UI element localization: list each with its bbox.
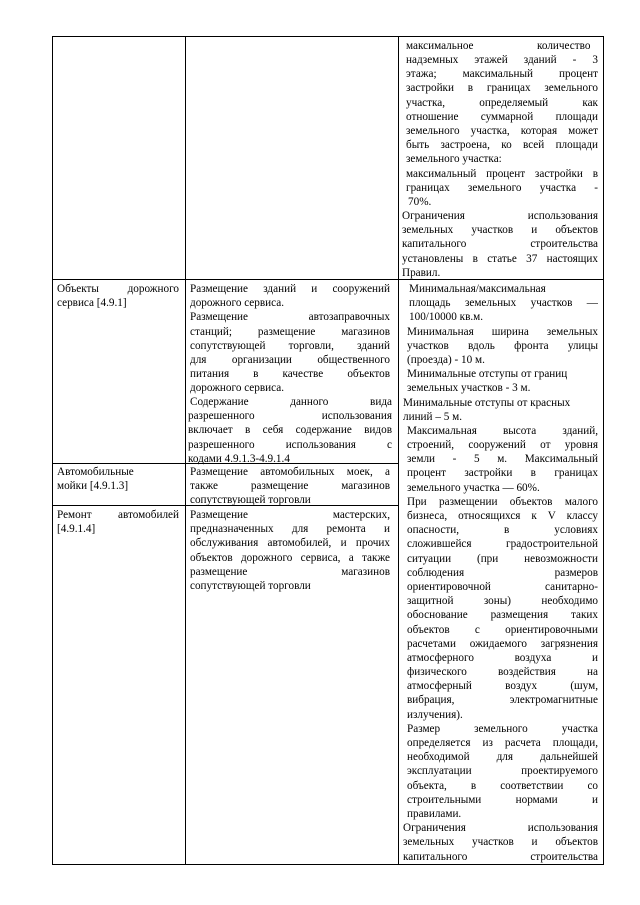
- param-line: объектов с ориентировочными: [407, 623, 598, 636]
- row-3-name-cell: [57, 508, 179, 536]
- param-line: максимальный процент застройки в: [406, 167, 598, 180]
- param-line: физического воздействия на: [407, 666, 598, 679]
- param-line: (проезда) - 10 м.: [407, 353, 485, 366]
- param-line: расчетами ожидаемого загрязнения: [407, 637, 598, 650]
- param-line: капитального строительства: [402, 238, 598, 251]
- desc-line: также размещение магазинов: [190, 480, 390, 493]
- param-line: надземных этажей зданий - 3: [406, 54, 598, 66]
- row-2-name-cell: [57, 465, 179, 493]
- param-line: объекта, в соответствии со: [407, 779, 598, 792]
- param-line: отношение суммарной площади: [406, 110, 598, 123]
- use-name-line: Ремонт автомобилей: [57, 509, 179, 521]
- param-line: установлены в статье 37 настоящих: [402, 252, 598, 265]
- top-row-params-lines: [406, 53, 598, 209]
- param-line: Ограничения использования: [403, 822, 598, 835]
- param-line: атмосферный воздух (шум,: [407, 680, 598, 693]
- param-line: земли - 5 м. Максимальный: [407, 453, 598, 466]
- param-line: излучения).: [407, 708, 463, 721]
- param-line: процент застройки в границах: [407, 467, 598, 480]
- row-1-desc-cell: [190, 282, 390, 396]
- param-line: защитной зоны) необходимо: [407, 595, 598, 608]
- desc-line: Размещение автозаправочных: [190, 311, 390, 324]
- param-line: земельного участка, которая может: [406, 124, 598, 137]
- desc-line: сопутствующей торговли, зданий: [190, 339, 390, 352]
- desc-line: Размещение зданий и сооружений: [190, 283, 390, 295]
- desc-line: сопутствующей торговли: [190, 494, 311, 507]
- param-line: Размер земельного участка: [407, 722, 598, 735]
- desc-line: дорожного сервиса.: [190, 297, 285, 310]
- desc-line: разрешенного использования с: [188, 438, 392, 451]
- param-line: участка, определяемый как: [406, 96, 598, 109]
- param-line: Минимальные отступы от границ: [407, 368, 568, 381]
- table-border-right: [603, 36, 604, 865]
- desc-line: питания в качестве объектов: [190, 368, 390, 381]
- param-line: Минимальные отступы от красных: [403, 396, 571, 409]
- param-line: земельного участка — 60%.: [407, 481, 540, 494]
- row-3-desc-cell: [190, 508, 390, 593]
- param-line: При размещении объектов малого: [407, 495, 598, 508]
- use-name-line: Автомобильные: [57, 466, 134, 478]
- table-border-bottom: [52, 864, 604, 865]
- param-line: границах земельного участка -: [406, 181, 598, 194]
- param-line: вибрация, электромагнитные: [407, 694, 598, 707]
- param-line: ситуации (при невозможности: [407, 552, 598, 565]
- desc-line: объектов дорожного сервиса, а также: [190, 551, 390, 564]
- table-border-col2: [185, 36, 186, 865]
- use-name-line: сервиса [4.9.1]: [57, 297, 127, 310]
- param-line: соблюдения размеров: [407, 566, 598, 579]
- table-border-top: [52, 36, 604, 37]
- desc-line: размещение магазинов: [190, 565, 390, 578]
- param-line-tail: количество: [537, 40, 591, 52]
- table-border-left: [52, 36, 53, 865]
- param-line: земельного участка:: [406, 153, 502, 166]
- desc-line: станций; размещение магазинов: [190, 325, 390, 338]
- desc-line: Размещение автомобильных моек, а: [190, 466, 390, 478]
- param-line: сложившейся градостроительной: [407, 538, 598, 551]
- param-line: Максимальная высота зданий,: [407, 424, 598, 437]
- param-line: земельных участков - 3 м.: [407, 382, 531, 395]
- param-line: обоснование размещения таких: [407, 609, 598, 622]
- param-line: Правил.: [402, 266, 441, 279]
- row-1-desc-cell-2: [188, 395, 392, 466]
- row-2-desc-cell: [190, 465, 390, 508]
- table-border-col3: [398, 36, 399, 865]
- param-line: линий – 5 м.: [403, 410, 462, 423]
- param-line: 100/10000 кв.м.: [409, 311, 484, 324]
- top-row-restrictions: [402, 209, 598, 280]
- param-line: площадь земельных участков —: [409, 297, 598, 310]
- param-line: строений, сооружений от уровня: [407, 439, 598, 452]
- use-name-line: Объекты дорожного: [57, 283, 179, 295]
- desc-line: Содержание данного вида: [190, 396, 392, 408]
- desc-line: обслуживания автомобилей, и прочих: [190, 537, 390, 550]
- desc-line: Размещение мастерских,: [190, 509, 390, 521]
- desc-line: разрешенного использования: [188, 410, 392, 423]
- desc-line: предназначенных для ремонта и: [190, 523, 390, 536]
- param-line: правилами.: [407, 807, 462, 820]
- param-line: земельных участков и объектов: [402, 224, 598, 237]
- param-line: быть застроена, ко всей площади: [406, 139, 598, 152]
- param-line: эксплуатации проектируемого: [407, 765, 598, 778]
- param-line: Минимальная ширина земельных: [407, 325, 598, 338]
- param-line: бизнеса, относящихся к V классу: [407, 510, 598, 522]
- desc-line: для организации общественного: [190, 353, 390, 366]
- param-line: Минимальная/максимальная: [409, 283, 546, 295]
- desc-line: дорожного сервиса.: [190, 382, 285, 395]
- param-line: Ограничения использования: [402, 210, 598, 222]
- param-line: участков вдоль фронта улицы: [407, 339, 598, 352]
- row-1-name-cell: [57, 282, 179, 310]
- use-name-line: [4.9.1.4]: [57, 523, 96, 536]
- param-line: необходимой для дальнейшей: [407, 751, 598, 764]
- use-name-line: мойки [4.9.1.3]: [57, 480, 129, 493]
- desc-line: сопутствующей торговли: [190, 579, 311, 592]
- params-cell: [403, 282, 598, 864]
- param-line: атмосферного воздуха и: [407, 651, 598, 664]
- param-line: строительными нормами и: [407, 793, 598, 806]
- param-line: этажа; максимальный процент: [406, 68, 598, 81]
- param-line: 70%.: [408, 195, 432, 208]
- param-line: опасности, в условиях: [407, 524, 598, 537]
- desc-line: кодами 4.9.1.3-4.9.1.4: [188, 452, 290, 465]
- param-line: ориентировочной санитарно-: [407, 580, 598, 593]
- param-line: застройки в границах земельного: [406, 82, 598, 95]
- param-line: максимальное: [406, 40, 474, 52]
- param-line: определяется из расчета площади,: [407, 737, 598, 749]
- param-line: земельных участков и объектов: [403, 836, 598, 849]
- param-line: капитального строительства: [403, 850, 598, 863]
- desc-line: включает в себя содержание видов: [188, 424, 392, 437]
